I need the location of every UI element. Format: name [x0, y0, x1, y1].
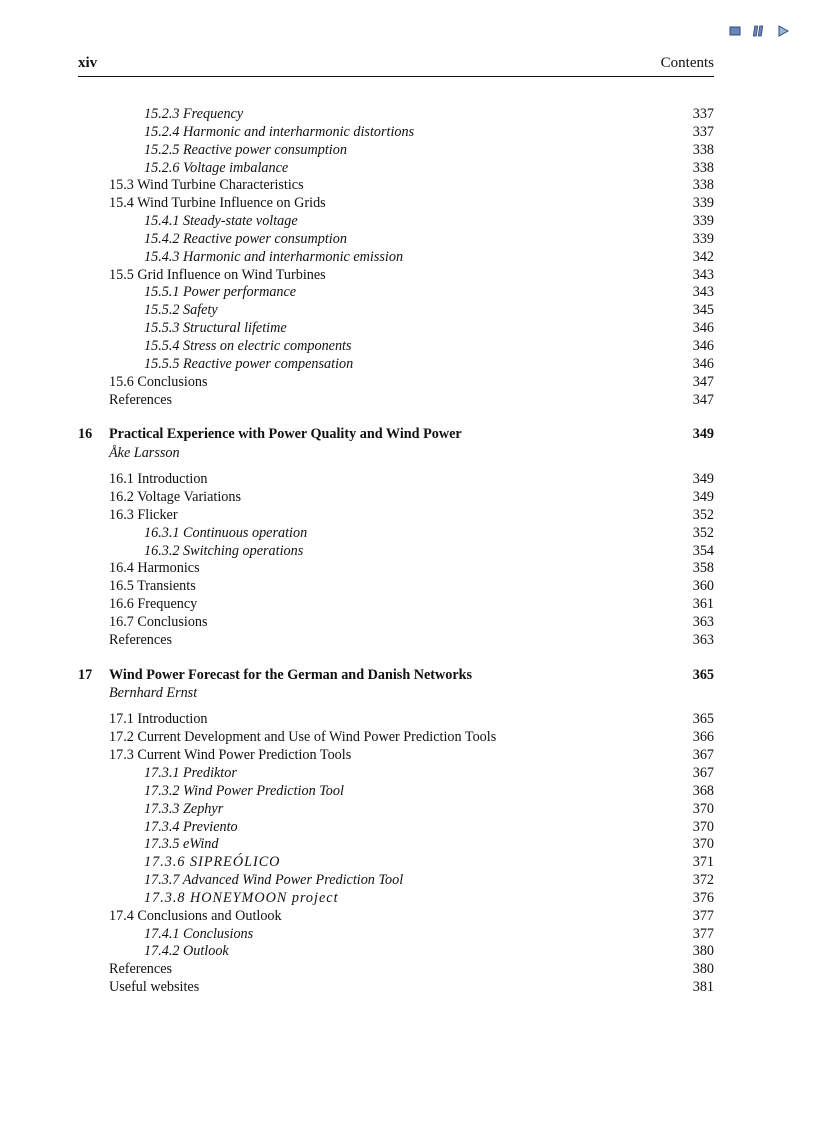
toc-entry[interactable]	[78, 525, 714, 543]
toc-entry[interactable]	[78, 284, 714, 302]
chapter-title: Practical Experience with Power Quality and Wind Power	[109, 426, 462, 443]
toc-entry-title: Useful websites	[109, 979, 200, 996]
toc-entry[interactable]	[78, 177, 714, 195]
toc-entry-title: 17.4 Conclusions and Outlook	[109, 907, 282, 924]
toc-entry-title: 17.3.1 Prediktor	[144, 765, 237, 781]
toc-entry[interactable]	[78, 596, 714, 614]
toc-entry-title: 16.1 Introduction	[109, 471, 208, 488]
toc-entry-title: 15.5.3 Structural lifetime	[144, 320, 287, 337]
toc-entry-page: 370	[692, 800, 714, 817]
toc-entry-title: 17.4.1 Conclusions	[144, 925, 254, 942]
toc-entry[interactable]	[78, 338, 714, 356]
stop-icon[interactable]	[728, 24, 742, 38]
toc-entry-page: 370	[692, 818, 714, 835]
toc-entry-page: 347	[692, 373, 714, 390]
chapter-title-group	[78, 426, 462, 444]
pause-icon[interactable]	[752, 24, 766, 38]
toc-entry-page: 346	[692, 320, 714, 337]
toc-entry-title: 15.2.3 Frequency	[144, 106, 244, 122]
chapter-page: 349	[692, 426, 714, 443]
toc-entry-page: 363	[692, 631, 714, 648]
toc-entry-title: 15.5.4 Stress on electric components	[144, 337, 352, 354]
toc-entry-title: 15.3 Wind Turbine Characteristics	[109, 177, 304, 194]
toc-entry[interactable]	[78, 819, 714, 837]
toc-entry-page: 339	[692, 195, 714, 212]
chapter-author: Bernhard Ernst	[109, 685, 198, 702]
toc-entry[interactable]	[78, 890, 714, 908]
toc-entry[interactable]	[78, 489, 714, 507]
toc-entry-title: 15.4 Wind Turbine Influence on Grids	[109, 195, 326, 212]
toc-entry-page: 363	[692, 613, 714, 630]
toc-entry-page: 366	[692, 729, 714, 746]
toc-entry-page: 381	[692, 979, 714, 996]
toc-entry-title: 17.3.2 Wind Power Prediction Tool	[144, 782, 344, 799]
toc-entry-title: 15.2.5 Reactive power consumption	[144, 141, 347, 158]
toc-entry-title: 17.3.3 Zephyr	[144, 800, 224, 817]
toc-entry[interactable]	[78, 160, 714, 178]
toc-entry[interactable]	[78, 801, 714, 819]
toc-entry-title: References	[109, 961, 173, 978]
toc-entry[interactable]	[78, 374, 714, 392]
toc-entry[interactable]	[78, 908, 714, 926]
toc-entry-page: 380	[692, 961, 714, 978]
toc-entry-page: 339	[692, 213, 714, 230]
toc-entry[interactable]	[78, 560, 714, 578]
toc-entry[interactable]	[78, 765, 714, 783]
toc-entry-page: 347	[692, 391, 714, 408]
toc-entry-title: 17.3 Current Wind Power Prediction Tools	[109, 747, 352, 764]
toc-entry-title: 15.5.5 Reactive power compensation	[144, 355, 354, 372]
toc-entry-title: 15.2.6 Voltage imbalance	[144, 159, 289, 176]
toc-entry-title: 17.3.8 HONEYMOON project	[144, 889, 339, 906]
toc-entry-title: 16.5 Transients	[109, 578, 196, 595]
toc-entry[interactable]	[78, 711, 714, 729]
toc-entry[interactable]	[78, 195, 714, 213]
toc-entry-title: 15.6 Conclusions	[109, 373, 208, 390]
toc-entry-title: 17.3.4 Previento	[144, 818, 238, 835]
running-header	[78, 55, 714, 77]
chapter-page: 365	[692, 666, 714, 683]
toc-entry-page: 358	[692, 560, 714, 577]
chapter-number: 16	[78, 426, 93, 443]
running-title: Contents	[660, 55, 714, 71]
toc-entry[interactable]	[78, 356, 714, 374]
toc-entry[interactable]	[78, 213, 714, 231]
chapter-heading[interactable]	[78, 667, 714, 685]
toc-entry-page: 360	[692, 578, 714, 595]
toc-entry-page: 377	[692, 907, 714, 924]
toc-entry[interactable]	[78, 729, 714, 747]
chapter-author: Åke Larsson	[109, 445, 180, 462]
toc-entry[interactable]	[78, 392, 714, 410]
toc-entry-title: 15.5.2 Safety	[144, 302, 218, 319]
toc-entry-page: 352	[692, 524, 714, 541]
toc-entry-page: 361	[692, 596, 714, 613]
toc-entry[interactable]	[78, 543, 714, 561]
toc-entry[interactable]	[78, 320, 714, 338]
toc-entry-page: 354	[692, 542, 714, 559]
toc-entry-title: 16.2 Voltage Variations	[109, 489, 242, 506]
toc-entry-title: 15.5.1 Power performance	[144, 284, 297, 301]
toc-entry-page: 349	[692, 489, 714, 506]
toc-entry-page: 365	[692, 711, 714, 728]
toc-entry-title: 16.3 Flicker	[109, 506, 178, 523]
toc-entry-page: 368	[692, 782, 714, 799]
toc-entry-title: 16.3.2 Switching operations	[144, 542, 304, 559]
toc-entry-page: 346	[692, 337, 714, 354]
play-icon[interactable]	[776, 24, 790, 38]
toc-entry-title: 17.3.5 eWind	[144, 836, 219, 853]
toc-entry[interactable]	[78, 267, 714, 285]
toc-entry-page: 349	[692, 471, 714, 488]
toc-entry-title: 17.1 Introduction	[109, 711, 208, 728]
toc-entry-title: 16.3.1 Continuous operation	[144, 524, 308, 541]
chapter-title-group	[78, 667, 472, 685]
toc-entry[interactable]	[78, 302, 714, 320]
toc-entry-title: 15.5 Grid Influence on Wind Turbines	[109, 266, 326, 283]
toc-entry[interactable]	[78, 142, 714, 160]
toc-entry-title: 17.2 Current Development and Use of Wind Power Prediction Tools	[109, 729, 497, 746]
toc-entry-page: 338	[692, 177, 714, 194]
toc-entry-page: 370	[692, 836, 714, 853]
toc-entry-title: 15.2.4 Harmonic and interharmonic distortions	[144, 123, 415, 140]
toc-entry-page: 352	[692, 506, 714, 523]
toc-entry-page: 343	[692, 266, 714, 283]
page-number: xiv	[78, 55, 98, 71]
toc-entry[interactable]	[78, 507, 714, 525]
toc-entry[interactable]	[78, 926, 714, 944]
toc-entry[interactable]	[78, 747, 714, 765]
chapter-title: Wind Power Forecast for the German and Danish Networks	[109, 666, 473, 683]
toc-entry-title: References	[109, 631, 173, 648]
toc-entry-page: 371	[692, 854, 714, 871]
toc-entry[interactable]	[78, 872, 714, 890]
toc-entry-page: 367	[692, 747, 714, 764]
toc-entry[interactable]	[78, 471, 714, 489]
chapter-heading[interactable]	[78, 426, 714, 444]
toc-entry[interactable]	[78, 106, 714, 124]
toc-entry[interactable]	[78, 249, 714, 267]
toc-entry-page: 372	[692, 872, 714, 889]
toc-entry[interactable]	[78, 632, 714, 650]
toc-entry-title: 17.3.7 Advanced Wind Power Prediction Tool	[144, 872, 404, 889]
toc-entry-title: 15.4.2 Reactive power consumption	[144, 230, 347, 247]
toc-entry-title: 17.4.2 Outlook	[144, 943, 229, 960]
toc-entry[interactable]	[78, 943, 714, 961]
chapter-number: 17	[78, 666, 93, 683]
toc-entry-page: 338	[692, 141, 714, 158]
toc-entry-page: 376	[692, 889, 714, 906]
toc-entry-title: 17.3.6 SIPREÓLICO	[144, 854, 281, 871]
toc-entry[interactable]	[78, 578, 714, 596]
toc-entry-page: 346	[692, 355, 714, 372]
toc-entry-title: 16.6 Frequency	[109, 596, 198, 613]
toc-entry-page: 380	[692, 943, 714, 960]
toc-entry[interactable]	[78, 979, 714, 997]
toc-entry-title: 16.4 Harmonics	[109, 560, 200, 577]
toc-entry-page: 343	[692, 284, 714, 301]
toc-entry-page: 345	[692, 302, 714, 319]
toc-entry[interactable]	[78, 836, 714, 854]
toc-entry-page: 339	[692, 230, 714, 247]
toc-entry[interactable]	[78, 854, 714, 872]
table-of-contents	[78, 106, 714, 997]
toc-entry-page: 342	[692, 248, 714, 265]
toc-entry[interactable]	[78, 124, 714, 142]
toc-entry-title: 15.4.1 Steady-state voltage	[144, 213, 298, 230]
toc-entry-title: 16.7 Conclusions	[109, 613, 208, 630]
toc-entry[interactable]	[78, 231, 714, 249]
viewer-controls	[728, 24, 790, 38]
toc-entry[interactable]	[78, 961, 714, 979]
toc-entry-title: References	[109, 391, 173, 408]
toc-entry[interactable]	[78, 783, 714, 801]
toc-entry-page: 377	[692, 925, 714, 942]
toc-entry-page: 337	[692, 123, 714, 140]
toc-entry-page: 337	[692, 106, 714, 122]
toc-entry-page: 338	[692, 159, 714, 176]
toc-entry-page: 367	[692, 765, 714, 781]
toc-entry[interactable]	[78, 614, 714, 632]
toc-entry-title: 15.4.3 Harmonic and interharmonic emission	[144, 248, 404, 265]
